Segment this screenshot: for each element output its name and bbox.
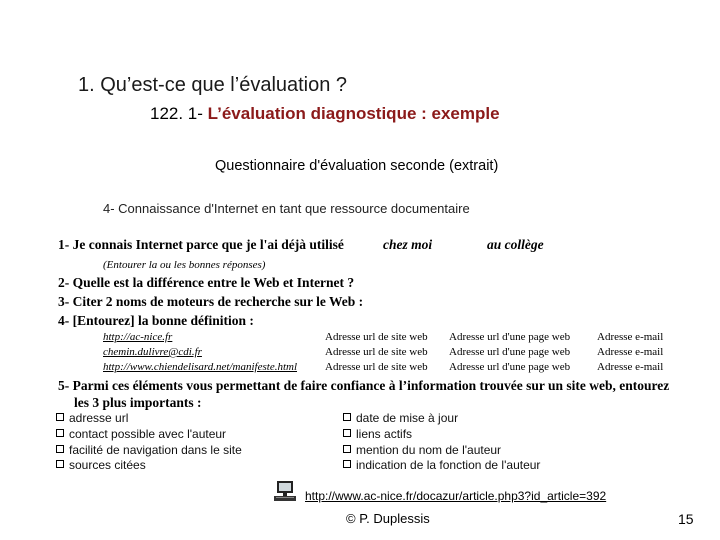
option-label: mention du nom de l'auteur (356, 443, 502, 457)
option-label: date de mise à jour (356, 411, 459, 425)
checkbox-option[interactable] (56, 458, 146, 472)
question-1-option-school: au collège (487, 237, 544, 252)
checkbox-option[interactable] (56, 427, 226, 441)
source-link[interactable]: http://www.ac-nice.fr/docazur/article.php3?id_article=392 (305, 489, 607, 503)
option-label: facilité de navigation dans le site (69, 443, 242, 457)
option-label: contact possible avec l'auteur (69, 427, 227, 441)
option-label: sources citées (69, 458, 146, 472)
option-label: indication de la fonction de l'auteur (356, 458, 541, 472)
checkbox-option[interactable] (343, 427, 412, 441)
question-2: 2- Quelle est la différence entre le Web et Internet ? (58, 275, 355, 290)
question-4: 4- [Entourez] la bonne définition : (58, 313, 254, 328)
definition-choice-email: Adresse e-mail (597, 346, 664, 358)
question-1-option-home: chez moi (383, 237, 433, 252)
checkbox-icon[interactable] (343, 445, 351, 453)
definition-choice-page: Adresse url d'une page web (449, 361, 571, 373)
checkbox-option[interactable] (343, 443, 501, 457)
definition-choice-site: Adresse url de site web (325, 361, 428, 373)
question-3: 3- Citer 2 noms de moteurs de recherche sur le Web : (58, 294, 364, 309)
definition-choice-page: Adresse url d'une page web (449, 331, 571, 343)
checkbox-icon[interactable] (343, 460, 351, 468)
question-5-continued: les 3 plus importants : (74, 395, 202, 410)
computer-icon (274, 480, 298, 502)
checkbox-icon[interactable] (56, 460, 64, 468)
definition-url[interactable]: http://www.chiendelisard.net/manifeste.html (103, 361, 298, 373)
page-number: 15 (678, 511, 694, 527)
checkbox-option[interactable] (343, 411, 458, 425)
question-5: 5- Parmi ces éléments vous permettant de faire confiance à l’information trouvée sur un site web, entourez (58, 378, 670, 393)
section-heading: 4- Connaissance d'Internet en tant que ressource documentaire (103, 201, 470, 216)
checkbox-option[interactable] (56, 443, 242, 457)
subtitle-text: L’évaluation diagnostique : exemple (202, 104, 500, 123)
definition-choice-site: Adresse url de site web (325, 346, 428, 358)
checkbox-icon[interactable] (343, 429, 351, 437)
option-label: adresse url (69, 411, 129, 425)
author-credit: © P. Duplessis (346, 511, 430, 526)
question-1-note: (Entourer la ou les bonnes réponses) (103, 259, 266, 271)
slide-subtitle (150, 104, 500, 124)
definition-choice-site: Adresse url de site web (325, 331, 428, 343)
slide-title: 1. Qu’est-ce que l’évaluation ? (78, 74, 348, 96)
question-1: 1- Je connais Internet parce que je l'ai déjà utilisé (58, 237, 344, 252)
definition-url[interactable]: http://ac-nice.fr (103, 331, 173, 343)
checkbox-icon[interactable] (343, 413, 351, 421)
checkbox-option[interactable] (343, 458, 540, 472)
checkbox-option[interactable] (56, 411, 128, 425)
definition-url[interactable]: chemin.dulivre@cdi.fr (103, 346, 202, 358)
checkbox-icon[interactable] (56, 445, 64, 453)
definition-choice-email: Adresse e-mail (597, 361, 664, 373)
definition-choice-page: Adresse url d'une page web (449, 346, 571, 358)
checkbox-icon[interactable] (56, 413, 64, 421)
subtitle-number: 122. 1- (150, 104, 203, 123)
definition-choice-email: Adresse e-mail (597, 331, 664, 343)
questionnaire-title: Questionnaire d'évaluation seconde (extrait) (215, 158, 499, 174)
option-label: liens actifs (356, 427, 413, 441)
checkbox-icon[interactable] (56, 429, 64, 437)
